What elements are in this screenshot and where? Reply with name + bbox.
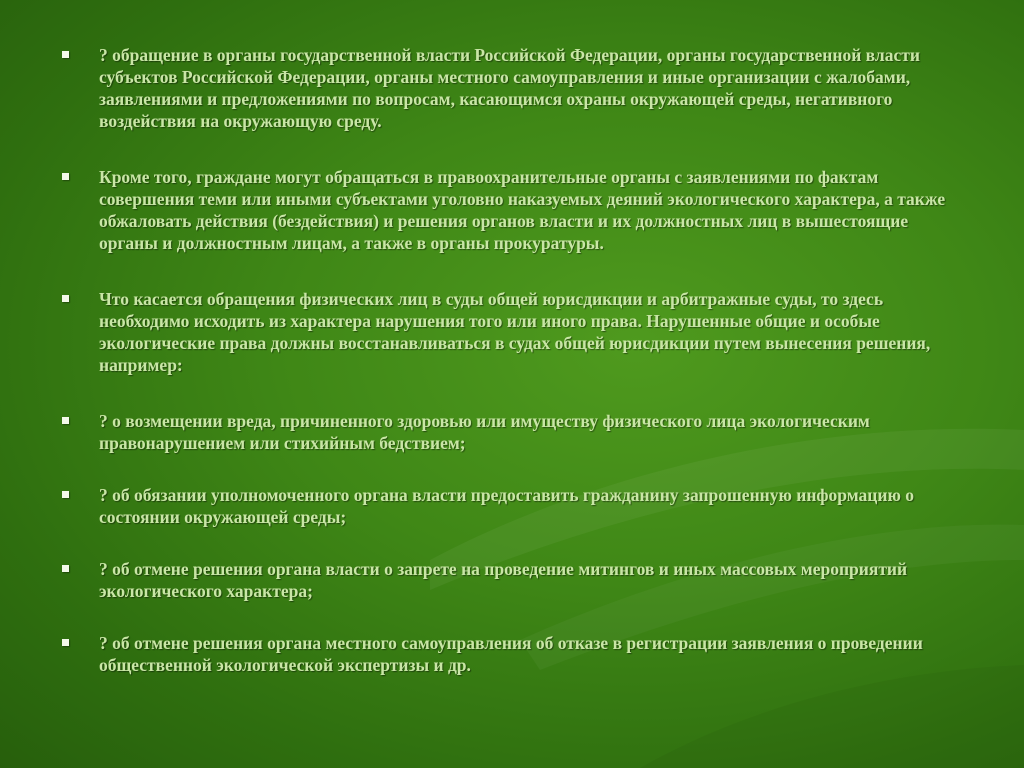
square-bullet-icon [62,417,69,424]
bullet-text: Кроме того, граждане могут обращаться в правоохранительные органы с заявлениями по фактам совершения теми или иными субъектами уголовно наказуемых деяний экологического характера, а также обжаловать действия (бездействия) и решения органов власти и их должностных лиц в вышестоящие органы и должностным лицам, а также в органы прокуратуры. [99,167,946,253]
square-bullet-icon [62,295,69,302]
bullet-item-5 [62,484,962,528]
bullet-item-3 [62,288,962,376]
bullet-text: ? о возмещении вреда, причиненного здоровью или имуществу физического лица экологическим правонарушением или стихийным бедствием; [99,411,870,453]
bullet-item-2 [62,166,962,254]
square-bullet-icon [62,491,69,498]
bullet-item-4 [62,410,962,454]
square-bullet-icon [62,173,69,180]
bullet-text: ? об отмене решения органа местного самоуправления об отказе в регистрации заявления о проведении общественной экологической экспертизы и др. [99,633,923,675]
bullet-text: ? об обязании уполномоченного органа власти предоставить гражданину запрошенную информацию о состоянии окружающей среды; [99,485,914,527]
square-bullet-icon [62,565,69,572]
bullet-text: Что касается обращения физических лиц в суды общей юрисдикции и арбитражные суды, то здесь необходимо исходить из характера нарушения того или иного права. Нарушенные общие и особые экологические права должны восстанавливаться в судах общей юрисдикции путем вынесения решения, например: [99,289,931,375]
square-bullet-icon [62,51,69,58]
bullet-list [62,44,962,676]
bullet-text: ? обращение в органы государственной власти Российской Федерации, органы государственной власти субъектов Российской Федерации, органы местного самоуправления и иные организации с жалобами, заявлениями и предложениями по вопросам, касающимся охраны окружающей среды, негативного воздействия на окружающую среду. [99,45,920,131]
bullet-item-7 [62,632,962,676]
bullet-item-6 [62,558,962,602]
square-bullet-icon [62,639,69,646]
bullet-text: ? об отмене решения органа власти о запрете на проведение митингов и иных массовых мероприятий экологического характера; [99,559,908,601]
bullet-item-1 [62,44,962,132]
